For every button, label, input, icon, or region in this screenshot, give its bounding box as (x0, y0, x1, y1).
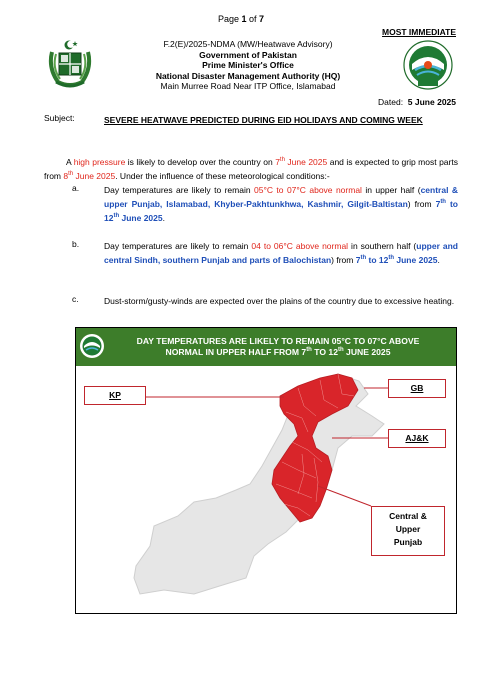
map-title: DAY TEMPERATURES ARE LIKELY TO REMAIN 05°C TO 07°C ABOVE NORMAL IN UPPER HALF FROM 7th TO 12th JUNE 2025 (136, 336, 420, 357)
subject-text: SEVERE HEATWAVE PREDICTED DURING EID HOLIDAYS AND COMING WEEK (104, 115, 423, 125)
ndma-logo-icon (403, 40, 453, 90)
item-a-marker: a. (72, 183, 80, 193)
state-emblem-icon (44, 38, 96, 90)
subject-label: Subject: (44, 113, 75, 123)
item-c-text: Dust-storm/gusty-winds are expected over the plains of the country due to excessive heating. (104, 296, 455, 306)
map-label-punjab: Central & Upper Punjab (371, 506, 445, 556)
office-name: Prime Minister's Office (202, 60, 294, 70)
authority-name: National Disaster Management Authority (HQ) (155, 70, 341, 81)
priority-label: MOST IMMEDIATE (382, 27, 456, 37)
map-label-gb: GB (388, 379, 446, 398)
map-label-kp: KP (84, 386, 146, 405)
government-name: Government of Pakistan (199, 49, 297, 60)
ndma-small-logo-icon (79, 333, 105, 359)
intro-paragraph: A high pressure is likely to develop over the country on 7th June 2025 and is expected to grip most parts from 8th June 2025. Under the influence of these meteorological conditions:- (44, 157, 458, 181)
item-b-marker: b. (72, 239, 80, 249)
office-address: Main Murree Road Near ITP Office, Islamabad (160, 81, 336, 91)
item-b-text: Day temperatures are likely to remain 04 to 06°C above normal in southern half (upper and central Sindh, southern Punjab and parts of Balochistan) from 7th to 12th June 2025. (104, 241, 458, 265)
item-a-text: Day temperatures are likely to remain 05°C to 07°C above normal in upper half (central & upper Punjab, Islamabad, Khyber-Pakhtunkhwa, Kashmir, Gilgit-Baltistan) from 7th to 12th June 2025. (104, 185, 459, 223)
item-c-marker: c. (72, 294, 79, 304)
page-number: Page 1 of 7 (217, 14, 265, 24)
reference-number: F.2(E)/2025-NDMA (MW/Heatwave Advisory) (163, 39, 333, 49)
map-label-ajk: AJ&K (388, 429, 446, 448)
letter-date: Dated: 5 June 2025 (378, 97, 456, 107)
letter-header (110, 39, 386, 92)
